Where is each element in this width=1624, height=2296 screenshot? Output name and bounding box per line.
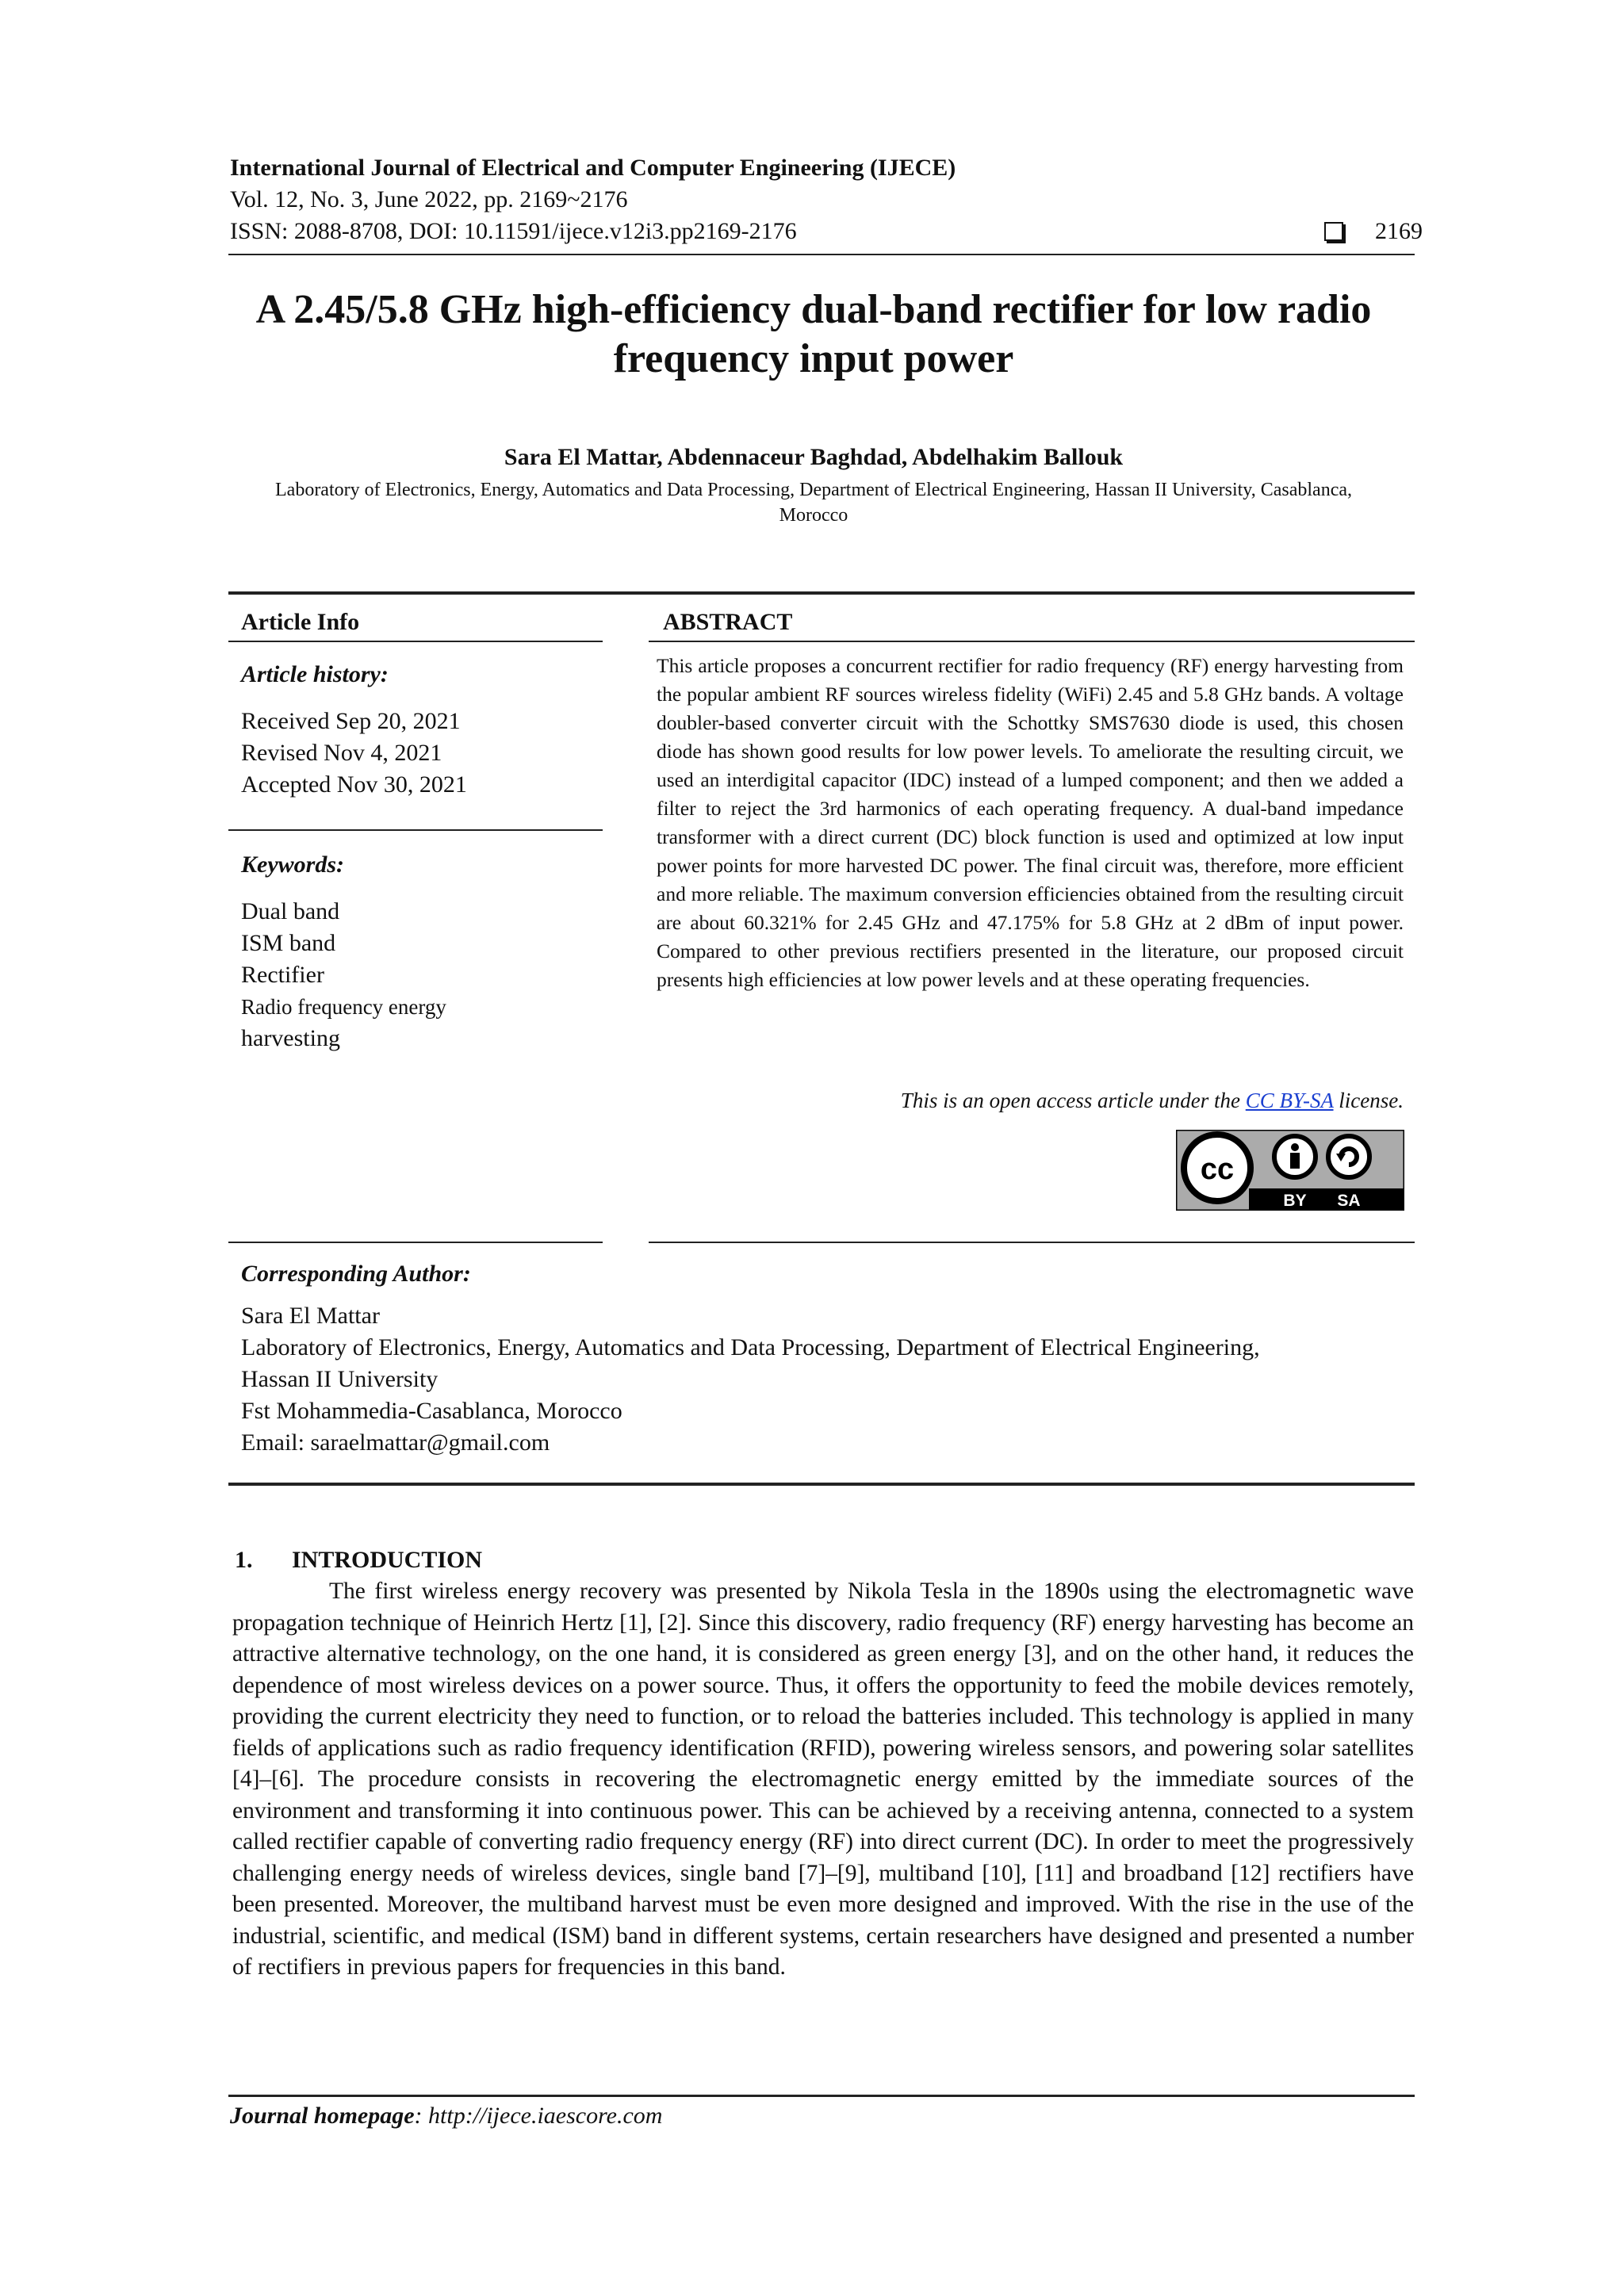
section-number: 1. (235, 1547, 253, 1573)
license-prefix: This is an open access article under the (900, 1089, 1246, 1112)
keyword-item: ISM band (241, 930, 336, 956)
info-top-rule (228, 591, 1415, 595)
introduction-text: The first wireless energy recovery was presented by Nikola Tesla in the 1890s using the electromagnetic wave propagation technique of Heinrich Hertz [1], [2]. Since this discovery, radio frequency (RF) energy harvesting has become an attractive alternative technology, on the one hand, it is considered as green energy [3], and on the other hand, it reduces the dependence of most wireless devices on a power source. Thus, it offers the opportunity to feed the mobile devices remotely, providing the current electricity they need to function, or to reload the batteries included. This technology is applied in many fields of applications such as radio frequency identification (RFID), powering wireless sensors, and powering solar satellites [4]–[6]. The procedure consists in recovering the electromagnetic energy emitted by the immediate sources of the environment and transforming it into continuous power. This can be achieved by a receiving antenna, connected to a system called rectifier capable of converting radio frequency energy (RF) into direct current (DC). In order to meet the progressively challenging energy needs of wireless devices, single band [7]–[9], multiband [10], [11] and broadband [12] rectifiers have been presented. Moreover, the multiband harvest must be even more designed and improved. With the rise in the use of the industrial, scientific, and medical (ISM) band in different systems, certain researchers have designed and presented a number of rectifiers in previous papers for frequencies in this band. (232, 1578, 1414, 1980)
author-list: Sara El Mattar, Abdennaceur Baghdad, Abdelhakim Ballouk (504, 444, 1124, 470)
corresponding-address: Fst Mohammedia-Casablanca, Morocco (241, 1398, 622, 1424)
checkbox-icon (1324, 222, 1343, 241)
keyword-item: Radio frequency energy (241, 995, 446, 1019)
left-bottom-rule (228, 1242, 603, 1243)
homepage-label: Journal homepage (230, 2103, 415, 2129)
affiliation: Laboratory of Electronics, Energy, Automatics and Data Processing, Department of Electrical Engineering, Hassan II University, Casablanca, Morocco (275, 480, 1352, 526)
corresponding-author-heading: Corresponding Author: (241, 1261, 471, 1287)
history-revised: Revised Nov 4, 2021 (241, 740, 442, 766)
journal-title: International Journal of Electrical and Computer Engineering (IJECE) (230, 155, 956, 181)
license-suffix: license. (1333, 1089, 1404, 1112)
history-received: Received Sep 20, 2021 (241, 708, 461, 734)
license-statement (901, 1089, 1404, 1113)
badge-by-label: BY (1283, 1192, 1307, 1210)
corresponding-author-block (241, 1261, 1407, 1459)
corresponding-affiliation: Laboratory of Electronics, Energy, Automatics and Data Processing, Department of Electrical Engineering, (241, 1334, 1260, 1360)
page-number: 2169 (1375, 218, 1423, 244)
keyword-item: Dual band (241, 898, 340, 924)
article-history-heading: Article history: (241, 661, 389, 687)
header-rule (228, 254, 1415, 255)
section-title: INTRODUCTION (292, 1547, 483, 1573)
footer-rule (228, 2095, 1415, 2097)
article-history-list (241, 706, 467, 801)
corresponding-email: Email: saraelmattar@gmail.com (241, 1429, 550, 1456)
keywords-list (241, 896, 446, 1054)
abstract-text: This article proposes a concurrent rectifier for radio frequency (RF) energy harvesting from the popular ambient RF sources wireless fidelity (WiFi) 2.45 and 5.8 GHz bands. A voltage doubler-based converter circuit with the Schottky SMS7630 diode is used, this chosen diode has shown good results for low power levels. To ameliorate the resulting circuit, we used an interdigital capacitor (IDC) instead of a lumped component; and then we added a filter to reject the 3rd harmonics of each operating frequency. A dual-band impedance transformer with a direct current (DC) block function is used and optimized at low input power points for more harvested DC power. The final circuit was, therefore, more efficient and more reliable. The maximum conversion efficiencies obtained from the resulting circuit are about 60.321% for 2.45 GHz and 47.175% for 5.8 GHz at 2 dBm of input power. Compared to other previous rectifiers presented in the literature, our proposed circuit presents high efficiencies at low power levels and at these operating frequencies. (657, 654, 1404, 991)
article-info-rule (228, 641, 603, 642)
corresponding-name: Sara El Mattar (241, 1303, 380, 1329)
paper-title: A 2.45/5.8 GHz high-efficiency dual-band rectifier for low radio frequency input power (255, 287, 1372, 381)
corresponding-university: Hassan II University (241, 1366, 439, 1392)
journal-issn-doi: ISSN: 2088-8708, DOI: 10.11591/ijece.v12i3.pp2169-2176 (230, 218, 797, 244)
info-bottom-rule (228, 1483, 1415, 1486)
homepage-url[interactable]: : http://ijece.iaescore.com (414, 2103, 663, 2129)
cc-license-icon (1176, 1130, 1404, 1211)
keyword-item: Rectifier (241, 962, 324, 988)
keywords-heading: Keywords: (241, 851, 344, 878)
journal-volume: Vol. 12, No. 3, June 2022, pp. 2169~2176 (230, 186, 628, 212)
journal-homepage (230, 2103, 662, 2130)
introduction-heading (235, 1547, 482, 1574)
keyword-item: harvesting (241, 1025, 340, 1051)
license-link[interactable]: CC BY-SA (1245, 1089, 1334, 1112)
abstract-rule (649, 641, 1415, 642)
badge-sa-label: SA (1337, 1192, 1361, 1210)
header-page-number (1324, 218, 1423, 245)
abstract-heading: ABSTRACT (663, 609, 793, 635)
svg-text:cc: cc (1200, 1153, 1235, 1186)
cc-by-sa-badge[interactable] (1176, 1130, 1404, 1211)
history-accepted: Accepted Nov 30, 2021 (241, 771, 467, 798)
right-bottom-rule (649, 1242, 1415, 1243)
history-rule (228, 829, 603, 831)
article-info-heading: Article Info (241, 609, 360, 635)
